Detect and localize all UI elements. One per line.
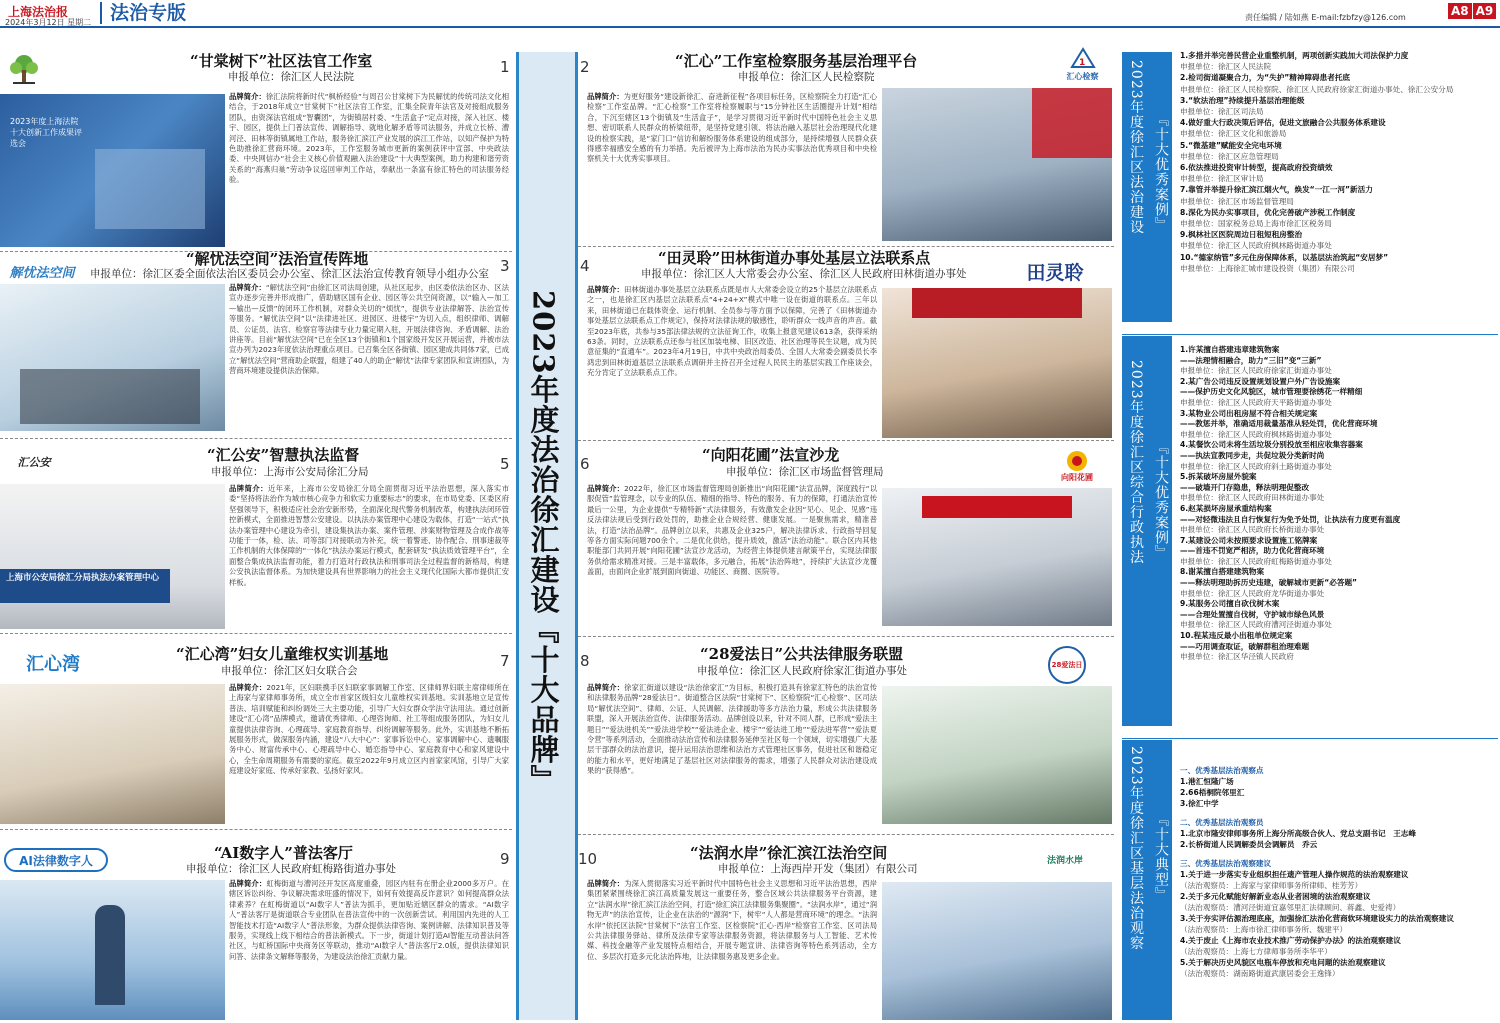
article-5-title: “汇公安”智慧执法监督 <box>207 446 360 464</box>
list-item: 2.关于多元化赋能好解新业态从业者困境的法治观察建议 <box>1180 892 1371 901</box>
divider <box>578 440 1114 441</box>
divider <box>578 636 1114 637</box>
article-7-title: “汇心湾”妇女儿童维权实训基地 <box>176 645 389 663</box>
article-9-title: “AI数字人”普法客厅 <box>214 844 353 862</box>
list-item: 8.谢某擅自搭建建筑物案 ——释法明理助拆历史违建，破解城市更新“必答题” 申报单位：徐汇区人民政府龙华街道办事处 <box>1180 567 1358 598</box>
article-3-body: 品牌简介：“解忧法空间”由徐汇区司法局创建，从社区起步，由区委依法治区办、区法宣办逐步完善并形成推广，借助辖区国有企业、园区等公共空间资源，以“输入—加工—输出—反馈”的闭环工作机制，对群众关切的“烦忧”，提供专业法律解答、法治宣传等服务。“解忧法空间”以“法律进社区、进园区、进楼宇”为切入点，组织律师、调解员、公证员、法官、检察官等法律专业力量定期入驻，开展法律咨询、矛盾调解、法治讲座等。目前“解忧法空间”已在全区13个街镇和1个国家级开发区开展运营，并被市法宣办列为2023年度依法治理重点项目。已召集全区各街镇、园区建成共同体7家，已成立“解忧法空间”营商助企联盟，组建了40人的助企“解忧”法律专家团队和宣讲团队，为营商环境建设提供法治保障。 <box>229 283 509 376</box>
list-item-note: （法治观察员：湖南路街道武康居委会王逸锋） <box>1180 969 1340 978</box>
article-3-number: 3 <box>500 257 510 275</box>
article-6-photo <box>882 488 1112 626</box>
article-7-unit: 申报单位：徐汇区妇女联合会 <box>221 665 358 677</box>
article-10-unit: 申报单位：上海西岸开发（集团）有限公司 <box>718 863 918 875</box>
list-item: 1.北京市隆安律师事务所上海分所高级合伙人、党总支副书记 王志峰 <box>1180 829 1416 838</box>
list-item: 1.关于进一步落实专业组织担任遗产管理人操作规范的法治观察建议 <box>1180 870 1409 879</box>
right-section-3-tag: 『十大典型』 <box>1153 812 1169 902</box>
article-4-photo <box>882 288 1112 438</box>
article-5-body: 品牌简介：近年来，上海市公安局徐汇分局全面贯彻习近平法治思想，深入落实市委“坚持将法治作为城市核心竞争力和软实力重要标志”的要求，在市局党委、区委区府坚强领导下，积极适应社会治安新形势，全面深化现代警务机制改革，构建执法闭环管控新模式，全面推进智慧公安建设。以执法办案管理中心建设为载体，打造“一站式”执法办案管理中心建设为牵引，建设集执法办案、案件管理、涉案财物管理及合成作战等功能于一体，检、法、司等部门对接联动为补充，统一着警迹、协作配合、刑事速裁等工作机制的大体保障的“一体化”执法办案运行模式，配套研发“执法质效管理平台”，全面整合集成执法监督功能，着力打造对行政执法和刑事司法全过程监督的新格局，构建公安执法监督体系。为加快建设具有世界影响力的社会主义现代化国际大都市提供汇安样板。 <box>229 484 509 587</box>
article-8-logo: 28爱法日 <box>1048 646 1086 684</box>
article-10-number: 10 <box>578 850 598 868</box>
article-10-logo: 法润水岸 <box>1046 855 1083 866</box>
procuratorate-icon <box>1070 47 1096 71</box>
divider <box>578 834 1114 835</box>
article-6-unit: 申报单位：徐汇区市场监督管理局 <box>726 466 884 478</box>
page-number-right: A9 <box>1473 3 1497 19</box>
article-4-body: 品牌简介：田林街道办事处基层立法联系点既是市人大常委会设立的25个基层立法联系点之一，也是徐汇区内基层立法联系点“4+24+X”模式中唯一设在街道的联系点。三年以来，田林街道已在载体资金、运行机制、全员参与等方面予以保障，完善了《田林街道办事处基层立法联系点工作规定》，保持对法律法规的敏感性，聆听群众一线声音的声音。截至2023年底，共参与35部法律法规的立法征询工作，收集上报意见建议613条，获得采纳63条。同时，立法联系点还参与社区加装电梯、旧区改造、社区治理等民生议题，成为民意征集的“直通车”。2023年4月19日，中共中央政治局委员、全国人大常委会副委员长李鸿忠到田林街道基层立法联系点调研并主持召开全过程人民民主的基层实践工作座谈会，充分肯定了立法联系点工作。 <box>587 285 877 378</box>
list-item: 3.某物业公司出租房屋不符合相关规定案 ——教惩并举，准确适用裁量基准从轻处罚，优化营商环境 申报单位：徐汇区人民政府枫林路街道办事处 <box>1180 408 1378 439</box>
article-9-number: 9 <box>500 850 510 868</box>
list-item: 7.某建设公司未按照要求设置施工铭牌案 ——首违不罚宽严相济，助力优化营商环境 申报单位：徐汇区人民政府虹梅路街道办事处 <box>1180 535 1332 566</box>
page-numbers <box>1447 4 1496 18</box>
list-item: 1.许某擅自搭建违章建筑物案 ——法理情相融合，助力“三旧”变“三新” 申报单位：徐汇区人民政府徐家汇街道办事处 <box>1180 345 1332 376</box>
article-6-logo: 向阳花圃 <box>1045 446 1109 486</box>
article-10-photo <box>882 882 1112 1020</box>
article-2-photo <box>882 88 1112 241</box>
list-item: 1.港汇恒隆广场 <box>1180 777 1234 786</box>
list-item: 7.靠管并举提升徐汇滨江烟火气，焕发“一江一河”新活力 申报单位：徐汇区市场监督管理局 <box>1180 185 1373 206</box>
article-1-number: 1 <box>500 58 510 76</box>
article-8-unit: 申报单位：徐汇区人民政府徐家汇街道办事处 <box>697 665 907 677</box>
list-item: 8.深化为民办实事项目，优化完善破产涉税工作制度 申报单位：国家税务总局上海市徐汇区税务局 <box>1180 207 1356 229</box>
divider <box>0 633 512 634</box>
article-8-body: 品牌简介：徐家汇街道以建设“法治徐家汇”为目标，积极打造具有徐家汇特色的法治宣传和法律服务品牌“28爱法日”。街道整合区法院“甘棠树下”、区检察院“汇心检察”、区司法局“解忧法空间”、律师、公证、人民调解、法律援助等多方法治力量，形成公共法律服务联盟，深入开展法治宣传、法律服务活动。品牌创设以来，针对不同人群，已形成“爱法主题日”“爱法进机关”“爱法进学校”“爱法进企业、楼宇”“爱法进工地”“爱法进军营”“爱法夏令营”等系列活动，全面推动法治宣传和法律服务延伸至社区每一个领域，切实增强广大基层干部群众的法治意识，提升运用法治思维和法治方式管理社区事务，促进社区和谐稳定的能力和水平，更好地满足了基层社区对法律服务的需求，增强了人民群众对法治建设成果的“获得感”。 <box>587 683 877 776</box>
list-item: 3.关于夯实评估源治理底座，加强徐汇法治化营商软环境建设实力的法治观察建议 <box>1180 914 1454 923</box>
article-3-title: “解忧法空间”法治宣传阵地 <box>186 250 369 268</box>
list-item: 9.枫林社区医院周边日租短租房整治 申报单位：徐汇区人民政府枫林路街道办事处 <box>1180 230 1332 251</box>
article-1-photo <box>0 94 225 247</box>
list-item: 3.徐汇中学 <box>1180 799 1219 808</box>
group-heading: 一、优秀基层法治观察点 <box>1180 766 1264 775</box>
list-item: 2.检司街道凝聚合力，为“失护”精神障碍患者托底 申报单位：徐汇区人民检察院、徐汇区人民政府徐家汇街道办事处、徐汇公安分局 <box>1180 73 1454 94</box>
divider <box>0 829 512 830</box>
article-6-title: “向阳花圃”法宣沙龙 <box>702 446 840 464</box>
article-2-logo: 1 汇心检察 <box>1055 44 1110 84</box>
list-item: 4.做好重大行政决策后评估，促进文旅融合公共服务体系建设 申报单位：徐汇区文化和旅游局 <box>1180 118 1386 139</box>
editor-info: 责任编辑 / 陆如燕 E-mail:fzbfzy@126.com <box>1245 13 1406 22</box>
article-7-photo <box>0 684 225 824</box>
article-7-logo: 汇心湾 <box>26 654 80 675</box>
list-item: 5.“微基建”赋能安全完电环境 申报单位：徐汇区应急管理局 <box>1180 140 1282 161</box>
article-5-unit: 申报单位：上海市公安局徐汇分局 <box>211 466 369 478</box>
article-6-number: 6 <box>580 455 590 473</box>
article-1-title: “甘棠树下”社区法官工作室 <box>190 52 373 70</box>
list-item-note: （法治观察员：上海市徐汇律师事务所、魏建平） <box>1180 925 1348 934</box>
article-5-number: 5 <box>500 455 510 473</box>
list-item-note: （法治观察员：上海家与家律师事务所律师、桂芳芳） <box>1180 881 1363 890</box>
article-8-photo <box>882 686 1112 824</box>
article-9-photo <box>0 880 225 1020</box>
article-3-unit: 申报单位：徐汇区委全面依法治区委员会办公室、徐汇区法治宣传教育领导小组办公室 <box>90 268 489 280</box>
article-1-unit: 申报单位：徐汇区人民法院 <box>228 71 354 83</box>
article-3-photo <box>0 284 225 431</box>
list-item-note: （法治观察员：漕河泾街道宜嘉邻里汇法律顾问、蒋鑫、史爱祷） <box>1180 903 1401 912</box>
list-item: 2.66梧桐院邻里汇 <box>1180 788 1245 797</box>
article-2-number: 2 <box>580 58 590 76</box>
article-1-logo <box>4 48 44 92</box>
article-3-logo: 解忧法空间 <box>9 265 75 281</box>
article-5-logo: 汇公安 <box>17 456 51 469</box>
list-item: 10.程某违反最小出租单位规定案 ——巧用调查取证，破解群租治理难题 申报单位：徐汇区华泾镇人民政府 <box>1180 631 1310 662</box>
divider <box>1122 334 1498 335</box>
photo-caption: 2023年度上海法院十大创新工作成果评选会 <box>10 117 82 148</box>
article-1-body: 品牌简介：徐汇法院将新时代“枫桥经验”与周召公甘棠树下为民解忧的传统司法文化相结合，于2018年成立“甘棠树下”社区法官工作室，汇集全院青年法官及对接组成服务团队，由资深法官组成“智囊团”，为街镇居村委、“生活盒子”定点对接，深入社区、楼宇、园区，提供上门普法宣传、调解指导、就地化解矛盾等司法服务，并成立长桥、漕河泾、田林等街镇属地工作站，服务徐汇滨江产业发展的滨江工作站，以知产保护为特色助推徐汇营商环境。2023年，工作室服务城市更新的案例获评中宣部、中央政法委、中央网信办“社会主义核心价值观融入法治建设”十大典型案例，助力构建和谐劳资关系的“海燕归巢”劳动争议巡回审判工作站，奉献出一条富有徐汇特色的司法服务经验。 <box>229 92 509 185</box>
list-item: 9.某服务公司擅自砍伐树木案 ——合理处置擅自伐树，守护城市绿色风景 申报单位：徐汇区人民政府漕河泾街道办事处 <box>1180 599 1332 630</box>
group-heading: 三、优秀基层法治观察建议 <box>1180 859 1272 868</box>
article-8-number: 8 <box>580 652 590 670</box>
list-item: 5.拆某破坏房屋外貌案 ——破墙开门存隐患，释法明理促整改 申报单位：徐汇区人民政府田林街道办事处 <box>1180 472 1325 503</box>
article-9-body: 品牌简介：虹梅街道与漕河泾开发区高度重叠，园区内驻有在册企业2000多万户。在辖区诉讼纠纷、争议解决需求旺盛的情况下，如何有效提高反诈意识？如何提高群众法律素养？在虹梅街道以“AI数字人”普法为抓手，更加贴近辖区群众的需求。“AI数字人”普法客厅是街道联合专业团队在普法宣传中的一次创新尝试。利用国内先进的人工智能技术打造“AI数字人”普法形象，为群众提供法律咨询、案例讲解、法律知识普及等服务，实现线上线下相结合的普法新模式。下一步，街道计划打造AI智能互动普法问答社区，与虹桥国际中央商务区等联动，推动“AI数字人”普法客厅2.0版，提供法律知识问答、法律条文解释等服务，为建设法治徐汇贡献力量。 <box>229 879 509 961</box>
section-title: 法治专版 <box>100 2 186 24</box>
page-number-left: A8 <box>1448 3 1472 19</box>
list-item: 4.某餐饮公司未将生活垃圾分别投放至相应收集容器案 ——执法宣教同步走，共促垃圾分类新时尚 申报单位：徐汇区人民政府斜土路街道办事处 <box>1180 440 1363 471</box>
right-section-1-list <box>1180 50 1498 274</box>
article-2-title: “汇心”工作室检察服务基层治理平台 <box>675 52 918 70</box>
right-section-3-list <box>1180 765 1498 979</box>
right-section-1-year: 2023年度徐汇区法治建设 <box>1128 60 1144 235</box>
list-item: 5.关于解决历史风貌区电瓶车停放和充电问题的法治观察建议 <box>1180 958 1386 967</box>
list-item: 6.依法推进投资审计转型，提高政府投资绩效 申报单位：徐汇区审计局 <box>1180 163 1333 184</box>
article-5-photo <box>0 484 225 629</box>
article-2-body: 品牌简介：为更好服务“建设新徐汇、奋进新征程”各项目标任务，区检察院全力打造“汇心检察”工作室品牌。“汇心检察”工作室将检察履职与“15分钟社区生活圈提升计划”相结合，下沉至辖区13个街镇及“生活盒子”，是学习贯彻习近平新时代中国特色社会主义思想、密切联系人民群众的桥梁纽带，是坚持党建引领、将法治融入基层社会治理现代化建设的检察实践，是“家门口”信访和解纷服务体系建设的组成部分，是持续增强人民群众获得感幸福感安全感的有力举措。先后被评为上海市法治为民办实事法治优秀项目和中央检察机关十大优秀实事项目。 <box>587 92 877 164</box>
list-item: 2.长桥街道人民调解委员会调解员 乔云 <box>1180 840 1318 849</box>
article-4-unit: 申报单位：徐汇区人大常委会办公室、徐汇区人民政府田林街道办事处 <box>641 268 967 280</box>
banner-title: 2023年度法治徐汇建设『十大品牌』 <box>526 290 561 795</box>
article-4-title: “田灵聆”田林街道办事处基层立法联系点 <box>658 249 931 267</box>
tree-icon <box>7 52 41 88</box>
divider <box>0 438 512 439</box>
list-item: 10.“德家纳管”多元住房保障体系，以基层法治筑起“安居梦” 申报单位：上海徐汇城市建设投资（集团）有限公司 <box>1180 252 1389 273</box>
article-4-logo: 田灵聆 <box>1026 261 1084 284</box>
article-10-body: 品牌简介：为深入贯彻落实习近平新时代中国特色社会主义思想和习近平法治思想，西岸集团紧紧围绕徐汇滨江高质量发展这一重要任务，整合区域公共法律服务平台资源，建立“法润水岸”徐汇滨江法治空间，打造“徐汇滨江法律服务集聚圈”。“法润水岸”，通过“润物无声”的法治宣传，让企业在法治的“源润”下，树牢“人人都是营商环境”的理念。“法润水岸”依托区法院“甘棠树下”法官工作室、区检察院“汇心·西岸”检察官工作室、区司法局公共法律服务驿站、律所及法律专家等法律服务资源，将法律服务与人工智能、艺术传媒、科技金融等产业发展特点相结合，开展专题宣讲、法律咨询等特色系列活动，全方位、多层次打造多元化法治阵地，让法律服务惠及更多企业。 <box>587 879 877 961</box>
article-9-unit: 申报单位：徐汇区人民政府虹梅路街道办事处 <box>186 863 396 875</box>
right-section-3-year: 2023年度徐汇区基层法治观察 <box>1128 746 1144 951</box>
right-section-1-tag: 『十大优秀案例』 <box>1153 112 1169 232</box>
article-8-title: “28爱法日”公共法律服务联盟 <box>700 645 904 663</box>
article-10-title: “法润水岸”徐汇滨江法治空间 <box>690 844 888 862</box>
right-section-2-list <box>1180 345 1498 663</box>
right-section-2-year: 2023年度徐汇区综合行政执法 <box>1128 360 1144 565</box>
list-item: 2.某广告公司违反设置规划设置户外广告设施案 ——保护历史文化风貌区，城市管理要徐绣花一样精细 申报单位：徐汇区人民政府天平路街道办事处 <box>1180 376 1363 407</box>
article-7-number: 7 <box>500 652 510 670</box>
list-item: 1.多措并举完善民营企业重整机制，两项创新实践加大司法保护力度 申报单位：徐汇区人民法院 <box>1180 51 1409 72</box>
issue-date: 2024年3月12日 星期二 <box>5 18 92 27</box>
article-4-number: 4 <box>580 257 590 275</box>
svg-text:1: 1 <box>1078 57 1085 68</box>
newspaper-logo: 上海法治报 <box>8 5 69 19</box>
list-item: 3.“软法治理”持续提升基层治理能级 申报单位：徐汇区司法局 <box>1180 95 1305 117</box>
list-item: 4.关于废止《上海市农业技术推广劳动保护办法》的法治观察建议 <box>1180 936 1401 945</box>
article-6-body: 品牌简介：2022年，徐汇区市场监督管理局创新推出“向阳花圃”法宣品牌，深度践行“以服促管”监管理念，以专业的队伍、精细的指导、特色的服务、有力的保障，打通法治宣传最后一公里，为企业提供“专精特新”式法律服务，有效激发企业因“见心、见企、见感”违反法律法规后受到行政处罚的，助推企业合规经营、健康发展。一是聚焦需求，精准普法，打造“法治品牌”。品牌创立以来，共惠及企业325户，解决法律诉求、行政指导回复等各方面实际问题700余个。二是优化供给，提升质效，激活“法治动能”。联合区内其他职能部门共同开展“向阳花圃”法宣沙龙活动，为经营主体提供建言献策平台，实现法律服务供给需求精准对接。三是丰富载体，多元融合，拓展“法治阵地”，持续扩大法宣沙龙覆盖面，由面向企业扩展到面向街道、功能区、商圈、医院等。 <box>587 484 877 577</box>
article-9-logo: AI法律数字人 <box>4 848 108 872</box>
group-heading: 二、优秀基层法治观察员 <box>1180 818 1264 827</box>
list-item: 6.赵某损坏房屋承重结构案 ——对轻微违法且自行恢复行为免予处罚，让执法有力度更有温度 申报单位：徐汇区人民政府长桥街道办事处 <box>1180 503 1401 535</box>
list-item-note: （法治观察员：上海七方律师事务所李华平） <box>1180 947 1332 956</box>
article-2-unit: 申报单位：徐汇区人民检察院 <box>738 71 875 83</box>
article-7-body: 品牌简介：2021年，区妇联携手区妇联家事调解工作室、区律师界妇联主席律师所在上海家与家律师事务所，成立全市首家区级妇女儿童维权实训基地。实训基地立足宣传普法、培训赋能和纠纷调处三大主要功能，引导广大妇女群众学法守法用法。通过创新建设“汇心湾”品牌模式，邀请优秀律师、心理咨询师、社工等组成服务团队，为妇女儿童提供法律咨询、心理疏导、家庭教育指导、纠纷调解等服务。此外，实训基地不断拓展服务形式，做深服务内涵，建设“八大中心”：家事诉讼中心、家事调解中心、遗嘱服务中心、财富传承中心、心理疏导中心、婚恋指导中心、家庭教育中心和家风建设中心，全生命周期服务有需要的家庭。截至2022年9月成立区内首家家风馆，引导广大家庭建设好家庭、传承好家教、弘扬好家风。 <box>229 683 509 776</box>
sunflower-icon <box>1066 450 1088 472</box>
right-section-2-tag: 『十大优秀案例』 <box>1153 440 1169 560</box>
divider <box>1122 738 1498 739</box>
photo-caption: 上海市公安局徐汇分局执法办案管理中心 <box>0 569 170 603</box>
